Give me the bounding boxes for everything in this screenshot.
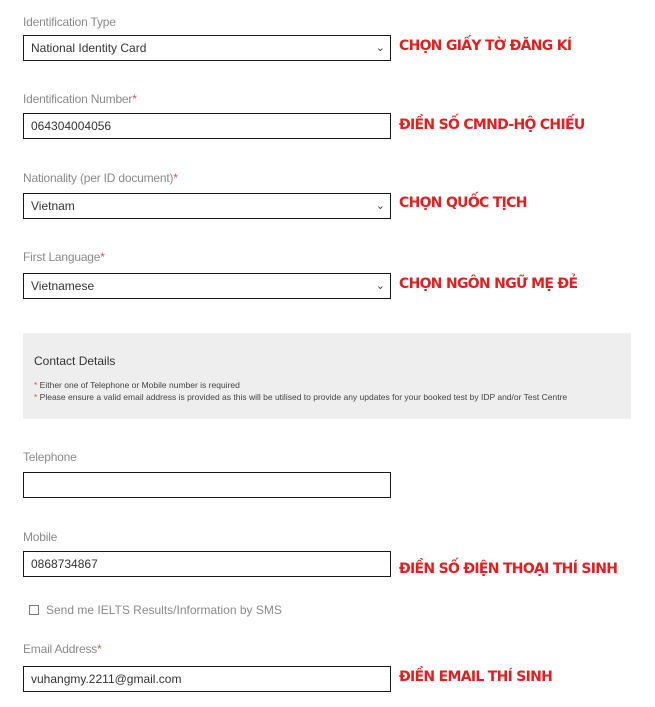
mobile-input[interactable] (23, 551, 391, 577)
mobile-label: Mobile (23, 530, 58, 544)
identification-number-value: 064304004056 (31, 119, 112, 133)
sms-option[interactable] (29, 603, 282, 617)
mobile-value: 0868734867 (31, 557, 98, 571)
first-language-annotation: CHỌN NGÔN NGỮ MẸ ĐẺ (399, 276, 578, 292)
contact-note-email: * Please ensure a valid email address is provided as this will be utilised to provide any updates for your booked test by IDP and/or Test Centre (34, 392, 568, 402)
mobile-annotation: ĐIỀN SỐ ĐIỆN THOẠI THÍ SINH (399, 561, 618, 577)
telephone-input[interactable] (23, 472, 391, 498)
contact-details-title: Contact Details (34, 354, 116, 368)
email-annotation: ĐIỀN EMAIL THÍ SINH (399, 669, 553, 685)
identification-type-value: National Identity Card (31, 41, 147, 55)
identification-type-label: Identification Type (23, 15, 116, 29)
contact-details-panel (23, 333, 631, 419)
identification-number-label: Identification Number* (23, 92, 137, 106)
nationality-label: Nationality (per ID document)* (23, 171, 178, 185)
telephone-label: Telephone (23, 450, 77, 464)
nationality-annotation: CHỌN QUỐC TỊCH (399, 195, 527, 211)
chevron-down-icon: ⌄ (375, 280, 385, 292)
email-value: vuhangmy.2211@gmail.com (31, 672, 182, 686)
first-language-value: Vietnamese (31, 279, 95, 293)
nationality-select[interactable] (23, 193, 391, 219)
email-input[interactable] (23, 666, 391, 692)
email-label: Email Address* (23, 642, 102, 656)
contact-note-phone: * Either one of Telephone or Mobile number is required (34, 380, 240, 390)
chevron-down-icon: ⌄ (375, 200, 385, 212)
first-language-label: First Language* (23, 250, 105, 264)
chevron-down-icon: ⌄ (375, 42, 385, 54)
sms-checkbox[interactable] (29, 605, 39, 615)
sms-option-label: Send me IELTS Results/Information by SMS (46, 603, 282, 617)
first-language-select[interactable] (23, 273, 391, 299)
identification-number-annotation: ĐIỀN SỐ CMND-HỘ CHIẾU (399, 117, 585, 133)
nationality-value: Vietnam (31, 199, 75, 213)
identification-number-input[interactable] (23, 113, 391, 139)
identification-type-select[interactable] (23, 35, 391, 61)
identification-type-annotation: CHỌN GIẤY TỜ ĐĂNG KÍ (399, 38, 572, 54)
